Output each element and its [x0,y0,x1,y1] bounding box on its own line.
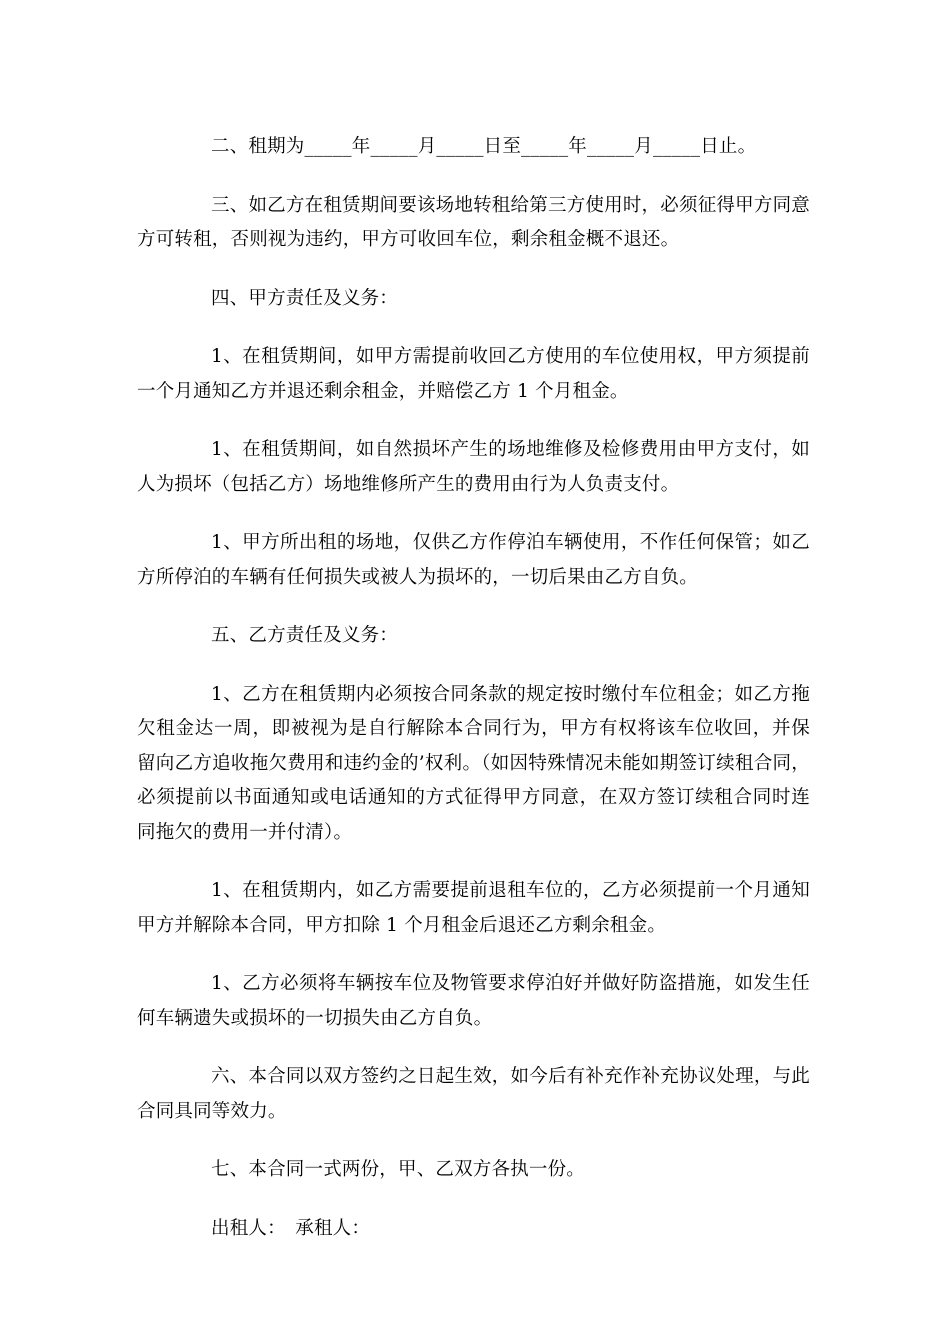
party-a-duty-early-recall: 1、在租赁期间，如甲方需提前收回乙方使用的车位使用权，甲方须提前一个月通知乙方并退还剩余租金，并赔偿乙方 1 个月租金。 [137,346,810,402]
heading-party-b-duties: 五、乙方责任及义务： [211,625,399,646]
clause-sublease: 三、如乙方在租赁期间要该场地转租给第三方使用时，必须征得甲方同意方可转租，否则视为违约，甲方可收回车位，剩余租金概不退还。 [137,194,810,250]
contract-body [137,130,810,1270]
clause-effective-date: 六、本合同以双方签约之日起生效，如今后有补充作补充协议处理，与此合同具同等效力。 [137,1066,810,1122]
signature-line: 出租人： 承租人： [211,1217,371,1239]
party-a-duty-maintenance: 1、在租赁期间，如自然损坏产生的场地维修及检修费用由甲方支付，如人为损坏（包括乙方）场地维修所产生的费用由行为人负责支付。 [137,439,810,495]
party-b-duty-parking-security: 1、乙方必须将车辆按车位及物管要求停泊好并做好防盗措施，如发生任何车辆遗失或损坏的一切损失由乙方自负。 [137,973,810,1029]
heading-party-a-duties: 四、甲方责任及义务： [211,287,399,309]
party-b-duty-rent-payment: 1、乙方在租赁期内必须按合同条款的规定按时缴付车位租金；如乙方拖欠租金达一周，即被视为是自行解除本合同行为，甲方有权将该车位收回，并保留向乙方追收拖欠费用和违约金的’权利。（如因特殊情况未能如期签订续租合同，必须提前以书面通知或电话通知的方式征得甲方同意，在双方签订续租合同时连同拖欠的费用一并付清）。 [137,683,810,843]
party-b-duty-early-termination: 1、在租赁期内，如乙方需要提前退租车位的，乙方必须提前一个月通知甲方并解除本合同，甲方扣除 1 个月租金后退还乙方剩余租金。 [137,880,810,936]
clause-copies: 七、本合同一式两份，甲、乙双方各执一份。 [211,1159,586,1180]
party-a-duty-no-custody: 1、甲方所出租的场地，仅供乙方作停泊车辆使用，不作任何保管；如乙方所停泊的车辆有任何损失或被人为损坏的，一切后果由乙方自负。 [137,532,810,588]
clause-lease-term: 二、租期为_____年_____月_____日至_____年_____月_____日止。 [211,136,757,157]
